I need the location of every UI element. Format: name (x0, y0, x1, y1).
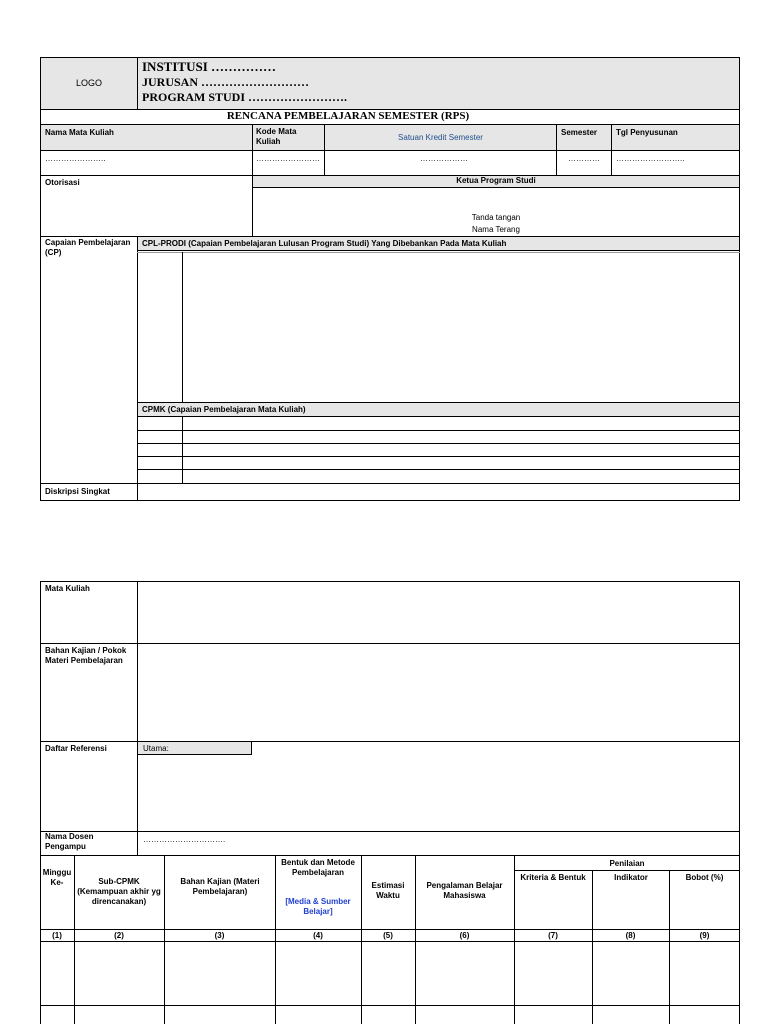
bahan-kajian-label: Bahan Kajian / Pokok Materi Pembelajaran (45, 646, 127, 665)
nama-terang-label: Nama Terang (472, 225, 520, 234)
col-sub-cpmk: Sub-CPMK (Kemampuan akhir yg direncanakan) (77, 877, 161, 906)
col-bobot: Bobot (%) (685, 873, 724, 882)
prodi-label: PROGRAM STUDI ……………………. (142, 90, 348, 104)
mata-kuliah-label: Mata Kuliah (45, 584, 90, 593)
semester-value: ………… (568, 154, 600, 163)
num-6: (6) (459, 931, 470, 940)
nama-mk-header: Nama Mata Kuliah (45, 128, 114, 137)
tgl-value: …………………….. (616, 154, 685, 163)
ketua-label: Ketua Program Studi (456, 176, 536, 185)
col-minggu: Minggu Ke- (42, 868, 72, 887)
num-5: (5) (383, 931, 393, 940)
col-bahan: Bahan Kajian (Materi Pembelajaran) (180, 877, 260, 896)
col-kriteria: Kriteria & Bentuk (520, 873, 586, 882)
col-pengalaman: Pengalaman Belajar Mahasiswa (426, 881, 503, 900)
document-title: RENCANA PEMBELAJARAN SEMESTER (RPS) (226, 110, 470, 122)
kode-mk-value: …………………… (256, 154, 320, 163)
kode-mk-header: Kode Mata Kuliah (256, 127, 297, 146)
num-8: (8) (625, 931, 636, 940)
sks-value: ……………… (420, 154, 468, 163)
col-bentuk: Bentuk dan Metode Pembelajaran (281, 858, 355, 877)
num-3: (3) (214, 931, 225, 940)
num-7: (7) (548, 931, 558, 940)
num-2: (2) (114, 931, 124, 940)
cpl-prodi-label: CPL-PRODI (Capaian Pembelajaran Lulusan Program Studi) Yang Dibebankan Pada Mata Kuliah (142, 239, 507, 248)
col-estimasi: Estimasi Waktu (371, 881, 405, 900)
otorisasi-label: Otorisasi (45, 178, 80, 187)
cpmk-label: CPMK (Capaian Pembelajaran Mata Kuliah) (142, 405, 306, 414)
col-indikator: Indikator (614, 873, 648, 882)
tanda-tangan-label: Tanda tangan (471, 213, 521, 222)
col-penilaian: Penilaian (609, 859, 645, 868)
rps-table-2 (40, 581, 740, 1024)
nama-mk-value: ………………….. (45, 154, 106, 163)
sks-header: Satuan Kredit Semester (398, 133, 483, 142)
cp-label: Capaian Pembelajaran (CP) (45, 238, 131, 257)
num-9: (9) (699, 931, 710, 940)
dosen-label: Nama Dosen Pengampu (45, 832, 94, 851)
daftar-ref-label: Daftar Referensi (45, 744, 107, 753)
utama-label: Utama: (143, 744, 169, 753)
tgl-header: Tgl Penyusunan (616, 128, 678, 137)
num-1: (1) (52, 931, 62, 940)
logo-placeholder: LOGO (75, 78, 102, 88)
col-bentuk-media: [Media & Sumber Belajar] (285, 897, 351, 916)
dosen-value: …………………………. (143, 835, 226, 844)
jurusan-label: JURUSAN ……………………… (142, 75, 310, 89)
semester-header: Semester (561, 128, 598, 137)
num-4: (4) (313, 931, 323, 940)
institusi-label: INSTITUSI …………… (142, 59, 277, 74)
deskripsi-label: Diskripsi Singkat (45, 487, 110, 496)
